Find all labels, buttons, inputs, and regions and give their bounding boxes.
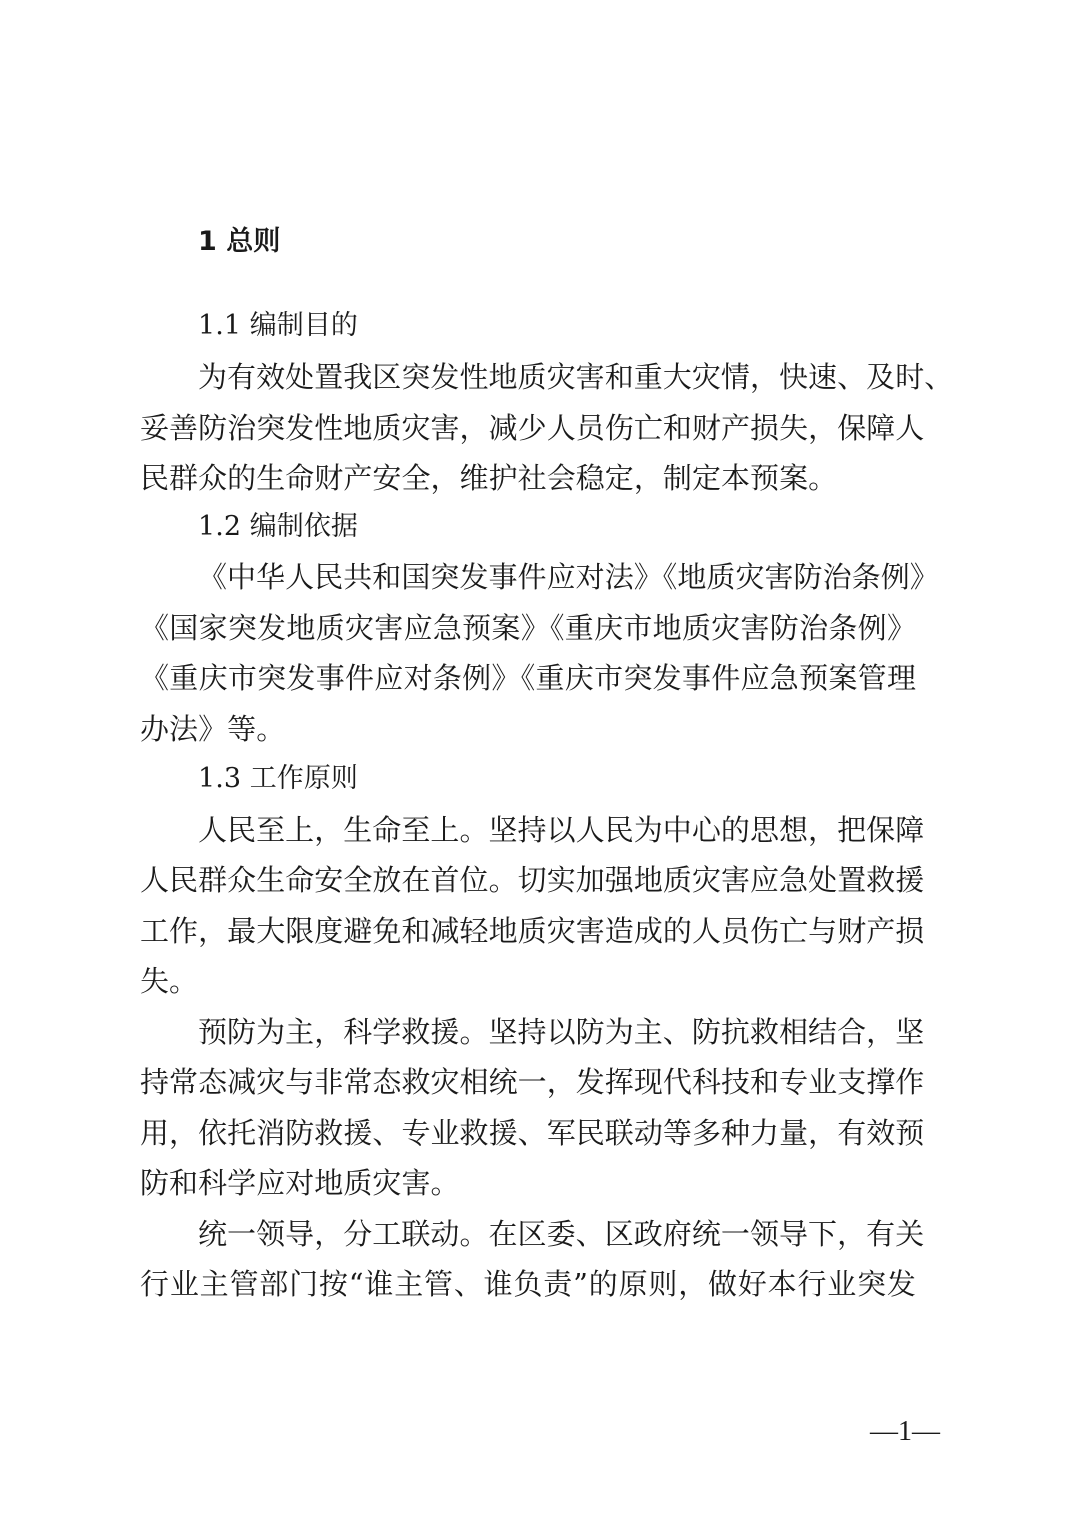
paragraph-line: 妥善防治突发性地质灾害，减少人员伤亡和财产损失，保障人: [140, 411, 925, 445]
paragraph-line: 民群众的生命财产安全，维护社会稳定，制定本预案。: [140, 461, 838, 495]
page-number: —1—: [870, 1416, 940, 1447]
paragraph-line: 行业主管部门按“谁主管、谁负责”的原则，做好本行业突发: [140, 1267, 916, 1301]
paragraph-line: 持常态减灾与非常态救灾相统一，发挥现代科技和专业支撑作: [140, 1065, 925, 1099]
paragraph-line: 失。: [140, 964, 199, 998]
paragraph-line: 统一领导，分工联动。在区委、区政府统一领导下，有关: [198, 1217, 925, 1251]
subsection-heading: 1.1 编制目的: [198, 310, 358, 341]
paragraph-line: 《国家突发地质灾害应急预案》《重庆市地质灾害防治条例》: [140, 611, 916, 645]
subsection-heading: 1.2 编制依据: [198, 511, 358, 542]
paragraph-line: 办法》等。: [140, 712, 286, 746]
paragraph-line: 人民至上，生命至上。坚持以人民为中心的思想，把保障: [198, 813, 925, 847]
paragraph-line: 人民群众生命安全放在首位。切实加强地质灾害应急处置救援: [140, 863, 925, 897]
paragraph-line: 《重庆市突发事件应对条例》《重庆市突发事件应急预案管理: [140, 661, 916, 695]
paragraph-line: 预防为主，科学救援。坚持以防为主、防抗救相结合，坚: [198, 1015, 925, 1049]
section-heading: 1 总则: [198, 226, 281, 257]
paragraph-line: 为有效处置我区突发性地质灾害和重大灾情，快速、及时、: [198, 360, 954, 394]
paragraph-line: 工作，最大限度避免和减轻地质灾害造成的人员伤亡与财产损: [140, 914, 925, 948]
paragraph-line: 《中华人民共和国突发事件应对法》《地质灾害防治条例》: [198, 560, 939, 594]
subsection-heading: 1.3 工作原则: [198, 763, 358, 794]
paragraph-line: 用，依托消防救援、专业救援、军民联动等多种力量，有效预: [140, 1116, 925, 1150]
paragraph-line: 防和科学应对地质灾害。: [140, 1166, 460, 1200]
